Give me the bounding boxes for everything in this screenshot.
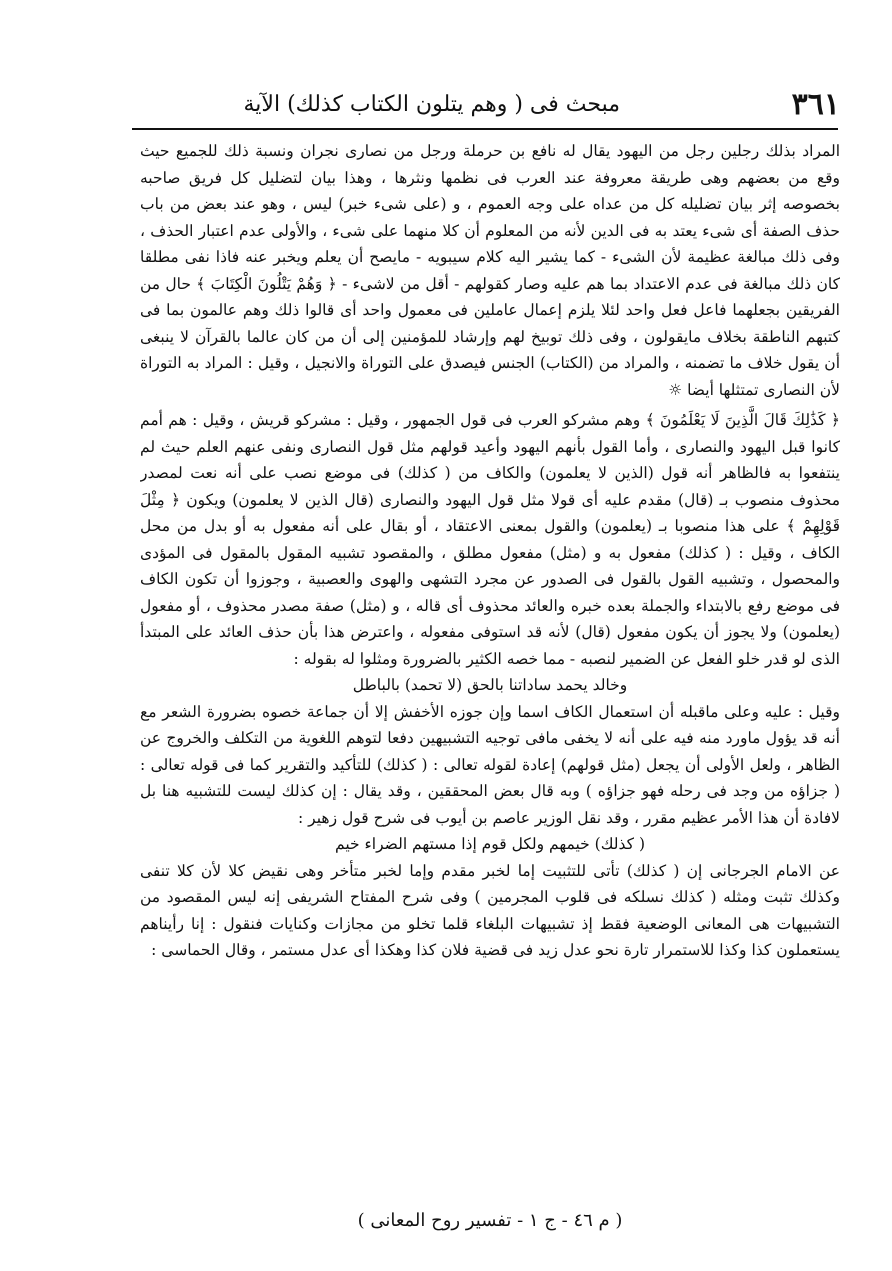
page-header bbox=[130, 88, 840, 122]
body-text bbox=[140, 138, 840, 1218]
page-number: ٣٦١ bbox=[791, 87, 840, 122]
paragraph: وقيل : عليه وعلى ماقبله أن استعمال الكاف اسما وإن جوزه الأخفش إلا أن جماعة خصوه بضرورة الشعر مع أنه قد يؤول ماورد منه فيه على أنه لا يخفى مافى توجيه التشبيهين دفعا لتوهم اللغوية من التكلف والخروج عن الظاهر ، ولعل الأولى أن يجعل (مثل قولهم) إعادة لقوله تعالى : ( كذلك) للتأكيد والتقرير كما فى قوله تعالى : ( جزاؤه من وجد فى رحله فهو جزاؤه ) وبه قال بعض المحققين ، وقد يقال : إن كذلك ليست للتشبيه هنا بل لافادة أن هذا الأمر عظيم مقرر ، وقد نقل الوزير عاصم بن أيوب فى شرح قول زهير : bbox=[140, 702, 840, 827]
poetry-verse: وخالد يحمد ساداتنا بالحق (لا تحمد) بالباطل bbox=[352, 676, 628, 694]
paragraph: المراد بذلك رجلين رجل من اليهود يقال له نافع بن حرملة ورجل من نصارى نجران ونسبة ذلك للجميع حيث وقع من بعضهم وهى طريقة معروفة عند العرب فى نظمها ونثرها ، وهذا بيان لتضليل كل فريق صاحبه بخصوصه إثر بيان تضليله كل من عداه على وجه العموم ، و (على شىء خبر) ليس ، وهو عند بعض من باب حذف الصفة أى شىء يعتد به فى الدين لأنه من المعلوم أن كلا منهما على شىء ، والأولى عدم اعتبار الحذف ، وفى ذلك مبالغة عظيمة لأن الشىء - كما يشير اليه كلام سيبويه - مايصح أن يعلم ويخبر عنه فاذا نفى مطلقا كان ذلك مبالغة فى عدم الاعتداد بما هم عليه وصار كقولهم - أقل من لاشىء - ﴿ وَهُمْ يَتْلُونَ الْكِتَابَ ﴾ حال من الفريقين بجعلهما فاعل فعل واحد لئلا يلزم إعمال عاملين فى معمول واحد أى قالوا ذلك وهم عالمون بما فى كتبهم الناطقة بخلاف مايقولون ، وفى ذلك توبيخ لهم وإرشاد للمؤمنين إلى أن من كان عالما بالقرآن لا ينبغى أن يقول خلاف ما تضمنه ، والمراد من (الكتاب) الجنس فيصدق على التوراة والانجيل ، وقيل : المراد به التوراة لأن النصارى تمتثلها أيضا ☼ bbox=[140, 142, 840, 399]
poetry-verse: ( كذلك) خيمهم ولكل قوم إذا مستهم الضراء خيم bbox=[335, 835, 645, 853]
header-rule bbox=[132, 128, 838, 130]
page-signature: ( م ٤٦ - ج ١ - تفسير روح المعانى ) bbox=[357, 1210, 623, 1231]
paragraph: عن الامام الجرجانى إن ( كذلك) تأتى للتثبيت إما لخبر مقدم وإما لخبر متأخر وهى نقيض كلا لأن كلا تنفى وكذلك تثبت ومثله ( كذلك نسلكه فى قلوب المجرمين ) وفى شرح المفتاح الشريفى إنه ليس المقصود من التشبيهات هى المعانى الوضعية فقط إذ تشبيهات البلغاء قلما تخلو من مجازات وكنايات فنقول : إنا رأيناهم يستعملون كذا وكذا للاستمرار تارة نحو عدل زيد فى قضية فلان كذا وهكذا أى عدل مستمر ، وقال الحماسى : bbox=[140, 861, 840, 959]
running-title: مبحث فى ( وهم يتلون الكتاب كذلك) الآية bbox=[243, 92, 620, 117]
paragraph: ﴿ كَذَٰلِكَ قَالَ الَّذِينَ لَا يَعْلَمُونَ ﴾ وهم مشركو العرب فى قول الجمهور ، وقيل : مشركو قريش ، وقيل : هم أمم كانوا قبل اليهود والنصارى ، وأما القول بأنهم اليهود وأعيد قولهم مثل قول النصارى ونفى عنهم العلم حيث لم ينتفعوا به فالظاهر أنه قول (الذين لا يعلمون) والكاف من ( كذلك) فى موضع نصب على أنه نعت لمصدر محذوف منصوب بـ (قال) مقدم عليه أى قولا مثل قول اليهود والنصارى (قال الذين لا يعلمون) ويكون ﴿ مِثْلَ قَوْلِهِمْ ﴾ على هذا منصوبا بـ (يعلمون) والقول بمعنى الاعتقاد ، أو بقال على أنه مفعول به أو بدل من محل الكاف ، وقيل : ( كذلك) مفعول به و (مثل) مفعول مطلق ، والمقصود تشبيه المقول بالمقول فى المؤدى والمحصول ، وتشبيه القول بالقول فى الصدور عن مجرد التشهى والهوى والعصبية ، وجوزوا أن تكون الكاف فى موضع رفع بالابتداء والجملة بعده خبره والعائد محذوف أى قاله ، و (مثل) صفة مصدر محذوف ، أو مفعول (يعلمون) ولا يجوز أن يكون مفعول (قال) لأنه قد استوفى مفعوله ، واعترض هذا بأن حذف العائد على المبتدأ الذى لو قدر خلو الفعل عن الضمير لنصبه - مما خصه الكثير بالضرورة ومثلوا له بقوله : bbox=[140, 411, 840, 668]
